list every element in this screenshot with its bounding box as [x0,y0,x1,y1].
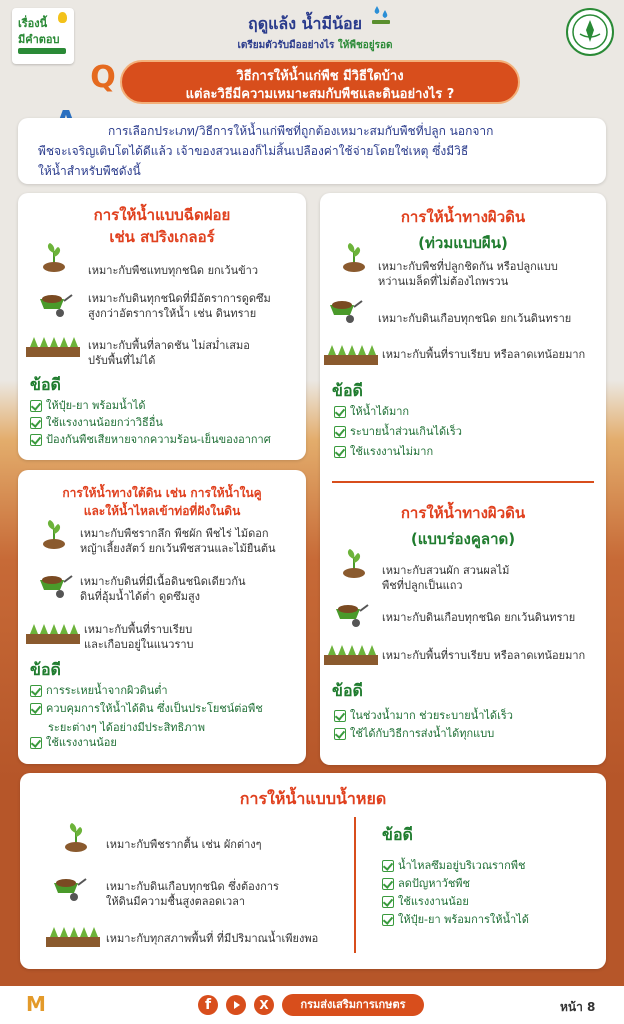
checkbox-icon [334,446,346,458]
furrow-plant2: พืชที่ปลูกเป็นแถว [382,579,463,592]
drip-soil1: เหมาะกับดินเกือบทุกชนิด ซึ่งต้องการ [106,880,279,893]
subsurface-adv2-continued: ระยะต่างๆ ได้อย่างมีประสิทธิภาพ [48,721,205,734]
subsurface-soil2: ดินที่อุ้มน้ำได้ต่ำ ดูดซึมสูง [80,590,201,603]
check-item: ลดปัญหาวัชพืช [382,877,470,891]
subsurface-title1: การให้น้ำทางใต้ดิน เช่น การให้น้ำในคู [62,486,262,500]
furrow-title1: การให้น้ำทางผิวดิน [400,504,526,522]
question-line2: แต่ละวิธีมีความเหมาะสมกับพืชและดินอย่างไร ? [185,87,455,102]
logo-underline [18,48,66,54]
flood-title2: (ท่วมแบบผืน) [418,234,508,252]
check-item: ในช่วงน้ำมาก ช่วยระบายน้ำได้เร็ว [334,709,513,723]
drip-area: เหมาะกับทุกสภาพพื้นที่ ที่มีปริมาณน้ำเพียงพอ [106,932,319,945]
check-item: ป้องกันพืชเสียหายจากความร้อน-เย็นของอากาศ [30,433,271,447]
footer [0,986,624,1024]
furrow-adv-label: ข้อดี [332,681,363,700]
subsurface-soil1: เหมาะกับดินที่มีเนื้อดินชนิดเดียวกัน [80,575,246,588]
drip-plant: เหมาะกับพืชรากตื้น เช่น ผักต่างๆ [106,838,262,851]
check-item: ใช้แรงงานน้อยกว่าวิธีอื่น [30,416,163,430]
youtube-icon[interactable] [226,995,246,1015]
subtitle-part2: ให้พืชอยู่รอด [337,40,393,51]
check-item: ใช้แรงงานน้อย [30,736,117,750]
sprinkler-area2: ปรับพื้นที่ไม่ได้ [88,354,156,367]
field-icon [324,341,378,365]
checkbox-icon [382,860,394,872]
department-name-pill: กรมส่งเสริมการเกษตร [282,994,424,1016]
furrow-soil: เหมาะกับดินเกือบทุกชนิด ยกเว้นดินทราย [382,611,576,624]
vertical-divider [354,817,356,953]
sprinkler-plant: เหมาะกับพืชแทบทุกชนิด ยกเว้นข้าว [88,264,259,277]
question-line1: วิธีการให้น้ำแก่พืช มีวิธีใดบ้าง [236,69,404,84]
plant-icon [340,241,368,273]
checkbox-icon [334,710,346,722]
wheelbarrow-icon [326,297,364,325]
answer-line1: การเลือกประเภท/วิธีการให้น้ำแก่พืชที่ถูกต้องเหมาะสมกับพืชที่ปลูก นอกจาก [108,124,494,138]
check-item: ระบายน้ำส่วนเกินได้เร็ว [334,425,462,439]
field-icon [46,923,100,947]
check-item: ควบคุมการให้น้ำได้ดิน ซึ่งเป็นประโยชน์ต่อพืช [30,702,263,716]
subsurface-plant2: หญ้าเลี้ยงสัตว์ ยกเว้นพืชสวนและไม้ยืนต้น [80,542,276,555]
checkbox-icon [382,914,394,926]
check-item: ให้น้ำได้มาก [334,405,409,419]
drip-card [20,773,606,969]
logo-text-line1: เรื่องนี้ [18,17,48,30]
lightbulb-icon [58,12,67,23]
drip-adv-label: ข้อดี [382,825,413,844]
checkbox-icon [30,737,42,749]
wheelbarrow-icon [36,572,74,600]
flood-plant1: เหมาะกับพืชที่ปลูกชิดกัน หรือปลูกแบบ [378,260,558,273]
plant-icon [340,547,368,579]
subsurface-area2: และเกือบอยู่ในแนวราบ [84,638,194,651]
subsurface-title2: และให้น้ำไหลเข้าท่อที่ฝังในดิน [83,504,241,518]
water-drop-icon [370,4,392,26]
checkbox-icon [334,406,346,418]
divider [332,481,594,483]
sprinkler-area1: เหมาะกับพื้นที่ลาดชัน ไม่สม่ำเสมอ [88,339,250,352]
checkbox-icon [382,896,394,908]
answer-line3: ให้น้ำสำหรับพืชดังนี้ [38,164,141,178]
drip-soil2: ให้ดินมีความชื้นสูงตลอดเวลา [106,895,246,908]
question-label: Q [90,60,116,95]
checkbox-icon [30,400,42,412]
answer-line2: พืชจะเจริญเติบโตได้ดีแล้ว เจ้าของสวนเองก็ไม่สิ้นเปลืองค่าใช้จ่ายโดยใช่เหตุ ซึ่งมีวิธี [38,144,469,158]
wheelbarrow-icon [50,875,88,903]
facebook-icon[interactable]: f [198,995,218,1015]
logo-badge [12,8,74,64]
field-icon [324,641,378,665]
subsurface-card [18,470,306,764]
checkbox-icon [30,685,42,697]
wheelbarrow-icon [36,291,74,319]
subtitle-part1: เตรียมตัวรับมืออย่างไร [237,40,335,51]
check-item: น้ำไหลซึมอยู่บริเวณรากพืช [382,859,525,873]
flood-title1: การให้น้ำทางผิวดิน [400,208,526,226]
footer-logo-mark: M [26,992,46,1016]
sprinkler-soil1: เหมาะกับดินทุกชนิดที่มีอัตราการดูดซึม [88,292,271,305]
drip-title: การให้น้ำแบบน้ำหยด [239,789,387,808]
check-item: การระเหยน้ำจากผิวดินต่ำ [30,684,168,698]
checkbox-icon [30,417,42,429]
check-item: ใช้แรงงานไม่มาก [334,445,433,459]
sprinkler-card [18,193,306,460]
question-banner [120,60,520,104]
checkbox-icon [334,426,346,438]
field-icon [26,333,80,357]
furrow-title2: (แบบร่องคูลาด) [410,530,516,548]
surface-irrigation-card [320,193,606,765]
flood-plant2: หว่านเมล็ดที่ไม่ต้องไถพรวน [378,275,509,288]
checkbox-icon [30,434,42,446]
sprinkler-adv-label: ข้อดี [30,375,61,394]
wheelbarrow-icon [332,601,370,629]
page-subtitle [190,38,440,53]
checkbox-icon [334,728,346,740]
flood-area: เหมาะกับพื้นที่ราบเรียบ หรือลาดเทน้อยมาก [382,348,586,361]
furrow-plant1: เหมาะกับสวนผัก สวนผลไม้ [382,564,510,577]
checkbox-icon [382,878,394,890]
sprinkler-title2: เช่น สปริงเกลอร์ [109,228,215,246]
page-number: หน้า 8 [560,1000,596,1014]
answer-box [18,118,606,184]
check-item: ใช้ได้กับวิธีการส่งน้ำได้ทุกแบบ [334,727,494,741]
department-seal-icon [566,8,614,56]
plant-icon [62,821,90,853]
subsurface-plant1: เหมาะกับพืชรากลึก พืชผัก พืชไร่ ไม้ดอก [80,527,269,540]
subsurface-adv-label: ข้อดี [30,660,61,679]
page-title: ฤดูแล้ง น้ำมีน้อย [248,14,362,33]
check-item: ให้ปุ๋ย-ยา พร้อมน้ำได้ [30,399,146,413]
subsurface-area1: เหมาะกับพื้นที่ราบเรียบ [84,623,193,636]
field-icon [26,620,80,644]
sprinkler-title1: การให้น้ำแบบฉีดฝอย [93,206,231,224]
check-item: ใช้แรงงานน้อย [382,895,469,909]
flood-adv-label: ข้อดี [332,381,363,400]
furrow-area: เหมาะกับพื้นที่ราบเรียบ หรือลาดเทน้อยมาก [382,649,586,662]
checkbox-icon [30,703,42,715]
plant-icon [40,241,68,273]
check-item: ให้ปุ๋ย-ยา พร้อมการให้น้ำได้ [382,913,529,927]
x-icon[interactable]: X [254,995,274,1015]
logo-text-line2: มีคำตอบ [18,33,60,46]
plant-icon [40,518,68,550]
sprinkler-soil2: สูงกว่าอัตราการให้น้ำ เช่น ดินทราย [88,307,257,320]
flood-soil: เหมาะกับดินเกือบทุกชนิด ยกเว้นดินทราย [378,312,572,325]
